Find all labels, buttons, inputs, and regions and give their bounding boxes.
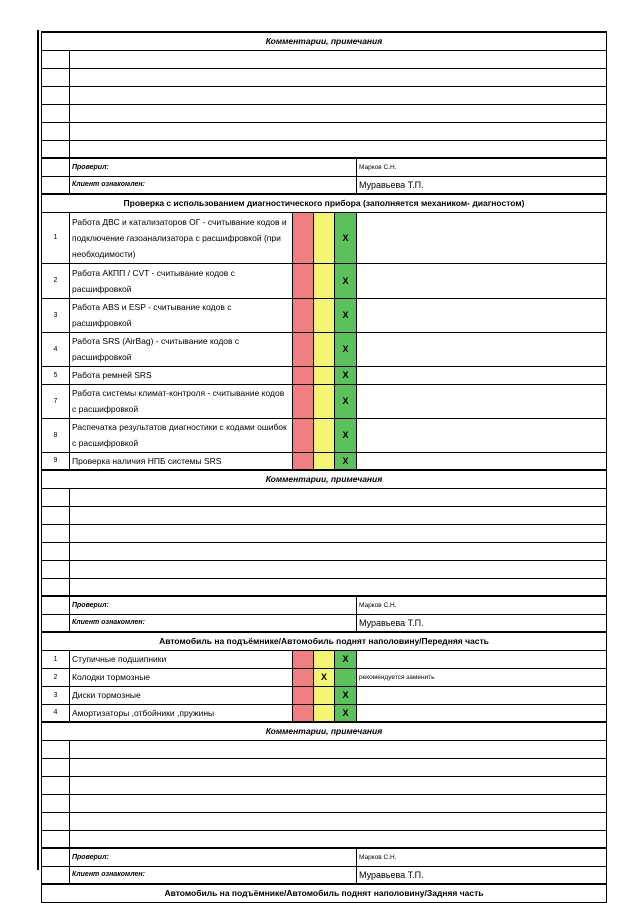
check-note[interactable] bbox=[357, 298, 607, 332]
check-note[interactable] bbox=[357, 263, 607, 298]
status-red-cell[interactable] bbox=[293, 366, 314, 384]
comment-line[interactable] bbox=[42, 740, 607, 758]
check-note[interactable]: рекомендуется заменить bbox=[357, 668, 607, 686]
check-row bbox=[42, 366, 607, 384]
status-red-cell[interactable] bbox=[293, 298, 314, 332]
check-note[interactable] bbox=[357, 212, 607, 263]
comment-line[interactable] bbox=[42, 506, 607, 524]
status-red-cell[interactable] bbox=[293, 212, 314, 263]
row-number: 5 bbox=[42, 366, 70, 384]
section-title-rear: Автомобиль на подъёмнике/Автомобиль поднят наполовину/Задняя часть bbox=[42, 884, 607, 902]
comment-line[interactable] bbox=[42, 488, 607, 506]
status-red-cell[interactable] bbox=[293, 418, 314, 452]
comment-line[interactable] bbox=[42, 122, 607, 140]
check-note[interactable] bbox=[357, 418, 607, 452]
row-number: 4 bbox=[42, 332, 70, 366]
status-green-cell[interactable]: X bbox=[335, 384, 357, 418]
comment-line[interactable] bbox=[42, 524, 607, 542]
row-number: 4 bbox=[42, 704, 70, 722]
comment-line[interactable] bbox=[42, 578, 607, 596]
comment-line[interactable] bbox=[42, 50, 607, 68]
row-number: 2 bbox=[42, 263, 70, 298]
client-name-value: Муравьева Т.П. bbox=[357, 614, 607, 632]
checked-row bbox=[42, 848, 607, 866]
status-yellow-cell[interactable] bbox=[314, 384, 335, 418]
check-item-text: Диски тормозные bbox=[70, 686, 293, 704]
status-green-cell[interactable]: X bbox=[335, 418, 357, 452]
status-yellow-cell[interactable] bbox=[314, 686, 335, 704]
status-yellow-cell[interactable] bbox=[314, 212, 335, 263]
status-green-cell[interactable]: X bbox=[335, 452, 357, 470]
check-note[interactable] bbox=[357, 686, 607, 704]
comment-line[interactable] bbox=[42, 104, 607, 122]
comment-line[interactable] bbox=[42, 542, 607, 560]
status-green-cell[interactable]: X bbox=[335, 263, 357, 298]
check-item-text: Работа АКПП / CVT - считывание кодов с расшифровкой bbox=[70, 263, 293, 298]
row-number: 2 bbox=[42, 668, 70, 686]
status-yellow-cell[interactable] bbox=[314, 418, 335, 452]
comment-line[interactable] bbox=[42, 86, 607, 104]
comments-header-row bbox=[42, 722, 607, 740]
check-item-text: Работа системы климат-контроля - считывание кодов с расшифровкой bbox=[70, 384, 293, 418]
comments-header-row bbox=[42, 470, 607, 488]
check-item-text: Работа ABS и ESP - считывание кодов с расшифровкой bbox=[70, 298, 293, 332]
status-green-cell[interactable]: X bbox=[335, 366, 357, 384]
status-green-cell[interactable]: X bbox=[335, 332, 357, 366]
status-green-cell[interactable]: X bbox=[335, 686, 357, 704]
status-red-cell[interactable] bbox=[293, 384, 314, 418]
check-row bbox=[42, 668, 607, 686]
check-note[interactable] bbox=[357, 650, 607, 668]
row-number: 9 bbox=[42, 452, 70, 470]
check-item-text: Проверка наличия НПБ системы SRS bbox=[70, 452, 293, 470]
status-yellow-cell[interactable] bbox=[314, 298, 335, 332]
left-margin-line bbox=[37, 30, 39, 870]
row-number: 7 bbox=[42, 384, 70, 418]
comment-line[interactable] bbox=[42, 560, 607, 578]
check-row bbox=[42, 686, 607, 704]
status-green-cell[interactable]: X bbox=[335, 704, 357, 722]
check-row bbox=[42, 650, 607, 668]
check-item-text: Работа ДВС и катализаторов ОГ - считывание кодов и подключение газоанализатора с расшифровкой (при необходимости) bbox=[70, 212, 293, 263]
section-title-diagnostics: Проверка с использованием диагностического прибора (заполняется механиком- диагностом) bbox=[42, 194, 607, 212]
status-green-cell[interactable]: X bbox=[335, 650, 357, 668]
status-yellow-cell[interactable] bbox=[314, 263, 335, 298]
status-yellow-cell[interactable] bbox=[314, 704, 335, 722]
checked-row bbox=[42, 596, 607, 614]
check-note[interactable] bbox=[357, 366, 607, 384]
check-item-text: Ступичные подшипники bbox=[70, 650, 293, 668]
client-label: Клиент ознакомлен: bbox=[70, 866, 357, 884]
check-item-text: Колодки тормозные bbox=[70, 668, 293, 686]
inspection-sheet bbox=[41, 31, 606, 903]
comment-line[interactable] bbox=[42, 776, 607, 794]
check-row bbox=[42, 704, 607, 722]
checked-by-value: Марков С.Н. bbox=[357, 596, 607, 614]
client-row bbox=[42, 866, 607, 884]
status-yellow-cell[interactable] bbox=[314, 366, 335, 384]
client-name-value: Муравьева Т.П. bbox=[357, 176, 607, 194]
check-note[interactable] bbox=[357, 704, 607, 722]
status-red-cell[interactable] bbox=[293, 650, 314, 668]
status-red-cell[interactable] bbox=[293, 452, 314, 470]
comments-header: Комментарии, примечания bbox=[42, 470, 607, 488]
client-label: Клиент ознакомлен: bbox=[70, 176, 357, 194]
comment-line[interactable] bbox=[42, 758, 607, 776]
status-yellow-cell[interactable] bbox=[314, 650, 335, 668]
checked-label: Проверил: bbox=[70, 158, 357, 176]
checked-by-value: Марков С.Н. bbox=[357, 848, 607, 866]
comment-line[interactable] bbox=[42, 794, 607, 812]
status-green-cell[interactable]: X bbox=[335, 212, 357, 263]
client-label: Клиент ознакомлен: bbox=[70, 614, 357, 632]
checked-label: Проверил: bbox=[70, 596, 357, 614]
client-row bbox=[42, 176, 607, 194]
checked-by-value: Марков С.Н. bbox=[357, 158, 607, 176]
row-number: 1 bbox=[42, 212, 70, 263]
comments-header: Комментарии, примечания bbox=[42, 32, 607, 50]
comments-header: Комментарии, примечания bbox=[42, 722, 607, 740]
comment-line[interactable] bbox=[42, 830, 607, 848]
check-row bbox=[42, 384, 607, 418]
comment-line[interactable] bbox=[42, 812, 607, 830]
row-number: 8 bbox=[42, 418, 70, 452]
section-title-row bbox=[42, 194, 607, 212]
check-row bbox=[42, 418, 607, 452]
check-row bbox=[42, 332, 607, 366]
check-row bbox=[42, 263, 607, 298]
status-red-cell[interactable] bbox=[293, 332, 314, 366]
client-name-value: Муравьева Т.П. bbox=[357, 866, 607, 884]
section-title-front: Автомобиль на подъёмнике/Автомобиль поднят наполовину/Передняя часть bbox=[42, 632, 607, 650]
comment-line[interactable] bbox=[42, 68, 607, 86]
check-row bbox=[42, 452, 607, 470]
check-item-text: Работа ремней SRS bbox=[70, 366, 293, 384]
checked-row bbox=[42, 158, 607, 176]
client-row bbox=[42, 614, 607, 632]
comments-header-row bbox=[42, 32, 607, 50]
checked-label: Проверил: bbox=[70, 848, 357, 866]
check-row bbox=[42, 298, 607, 332]
status-red-cell[interactable] bbox=[293, 686, 314, 704]
status-red-cell[interactable] bbox=[293, 704, 314, 722]
check-note[interactable] bbox=[357, 452, 607, 470]
check-note[interactable] bbox=[357, 384, 607, 418]
check-row bbox=[42, 212, 607, 263]
status-yellow-cell[interactable]: X bbox=[314, 668, 335, 686]
section-title-row bbox=[42, 884, 607, 902]
row-number: 3 bbox=[42, 686, 70, 704]
check-note[interactable] bbox=[357, 332, 607, 366]
check-item-text: Амортизаторы ,отбойники ,пружины bbox=[70, 704, 293, 722]
status-red-cell[interactable] bbox=[293, 668, 314, 686]
status-red-cell[interactable] bbox=[293, 263, 314, 298]
row-number: 1 bbox=[42, 650, 70, 668]
status-yellow-cell[interactable] bbox=[314, 452, 335, 470]
check-item-text: Распечатка результатов диагностики с кодами ошибок с расшифровкой bbox=[70, 418, 293, 452]
section-title-row bbox=[42, 632, 607, 650]
row-number: 3 bbox=[42, 298, 70, 332]
status-green-cell[interactable]: X bbox=[335, 298, 357, 332]
status-yellow-cell[interactable] bbox=[314, 332, 335, 366]
check-item-text: Работа SRS (AirBag) - считывание кодов с расшифровкой bbox=[70, 332, 293, 366]
inspection-table bbox=[41, 31, 607, 903]
comment-line[interactable] bbox=[42, 140, 607, 158]
status-green-cell[interactable] bbox=[335, 668, 357, 686]
